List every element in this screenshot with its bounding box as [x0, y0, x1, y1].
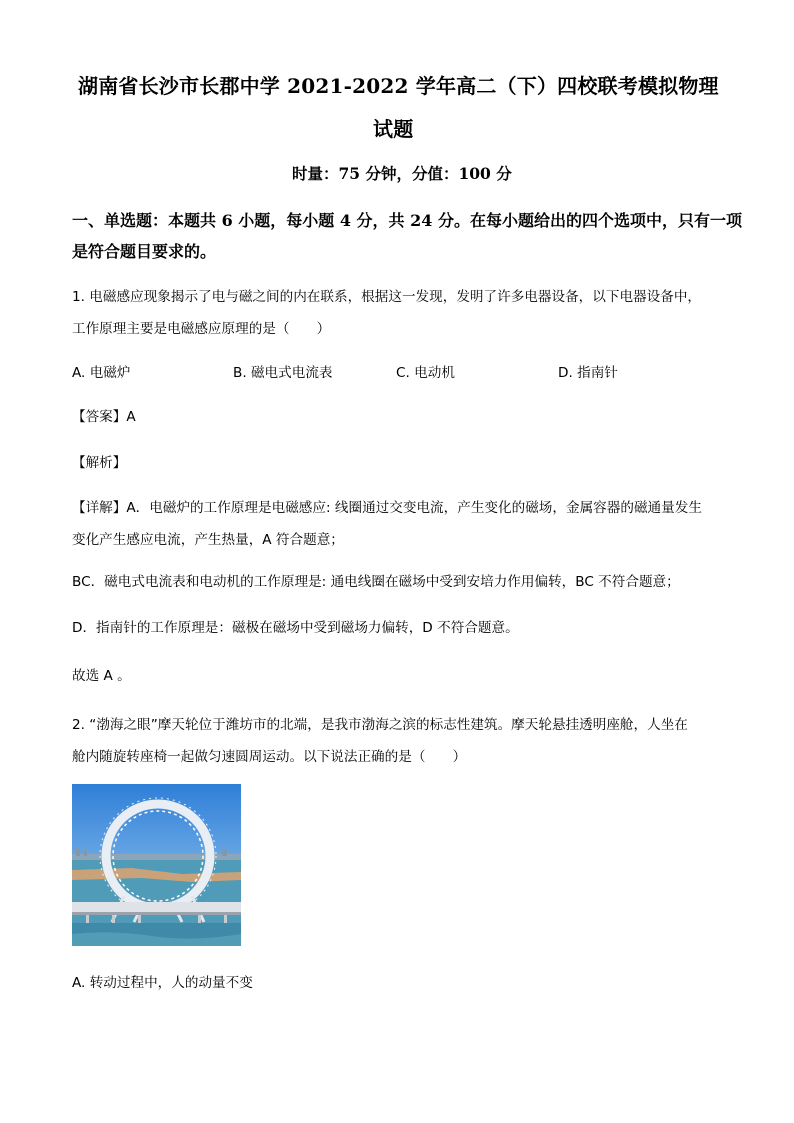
- ferris-wheel-photo: [72, 784, 241, 946]
- question1-option-c: C. 电动机: [396, 365, 455, 381]
- question1-conclusion: 故选 A 。: [72, 668, 131, 684]
- distant-building: [222, 849, 227, 856]
- question1-option-b: B. 磁电式电流表: [233, 365, 333, 381]
- question1-answer: 【答案】A: [72, 409, 136, 425]
- question1-analysis-label: 【解析】: [72, 455, 127, 471]
- distant-building: [84, 850, 87, 856]
- question1-detail-line2: 变化产生感应电流，产生热量，A 符合题意；: [72, 532, 344, 548]
- document-title-line2: 试题: [373, 117, 414, 141]
- document-title-line1: 湖南省长沙市长郡中学 2021-2022 学年高二（下）四校联考模拟物理: [78, 74, 719, 98]
- question2-option-a: A. 转动过程中，人的动量不变: [72, 975, 253, 991]
- question1-detail-line1: 【详解】A．电磁炉的工作原理是电磁感应: 线圈通过交变电流，产生变化的磁场，金属容器的磁通量发生: [72, 500, 702, 516]
- question1-option-a: A. 电磁炉: [72, 365, 131, 381]
- ferris-wheel-illustration: [72, 784, 241, 946]
- section-heading-line1: 一、单选题：本题共 6 小题，每小题 4 分，共 24 分。在每小题给出的四个选项中，只有一项: [72, 211, 742, 230]
- question2-stem-line2: 舱内随旋转座椅一起做匀速圆周运动。以下说法正确的是（ ）: [72, 749, 467, 765]
- exam-time-score: 时量：75 分钟，分值：100 分: [292, 164, 512, 183]
- section-heading-line2: 是符合题目要求的。: [72, 242, 217, 261]
- question1-detail-line3: BC．磁电式电流表和电动机的工作原理是: 通电线圈在磁场中受到安培力作用偏转，BC 不符合题意；: [72, 574, 680, 590]
- question1-stem-line1: 1. 电磁感应现象揭示了电与磁之间的内在联系，根据这一发现，发明了许多电器设备，以下电器设备中，: [72, 289, 702, 305]
- bridge-shadow: [72, 912, 241, 915]
- question2-stem-line1: 2. “渤海之眼”摩天轮位于潍坊市的北端，是我市渤海之滨的标志性建筑。摩天轮悬挂透明座舱，人坐在: [72, 717, 688, 733]
- question1-detail-line4: D．指南针的工作原理是：磁极在磁场中受到磁场力偏转，D 不符合题意。: [72, 620, 519, 636]
- distant-building: [76, 848, 80, 856]
- bridge-deck: [72, 902, 241, 912]
- question1-stem-line2: 工作原理主要是电磁感应原理的是（ ）: [72, 321, 331, 337]
- question1-option-d: D. 指南针: [558, 365, 618, 381]
